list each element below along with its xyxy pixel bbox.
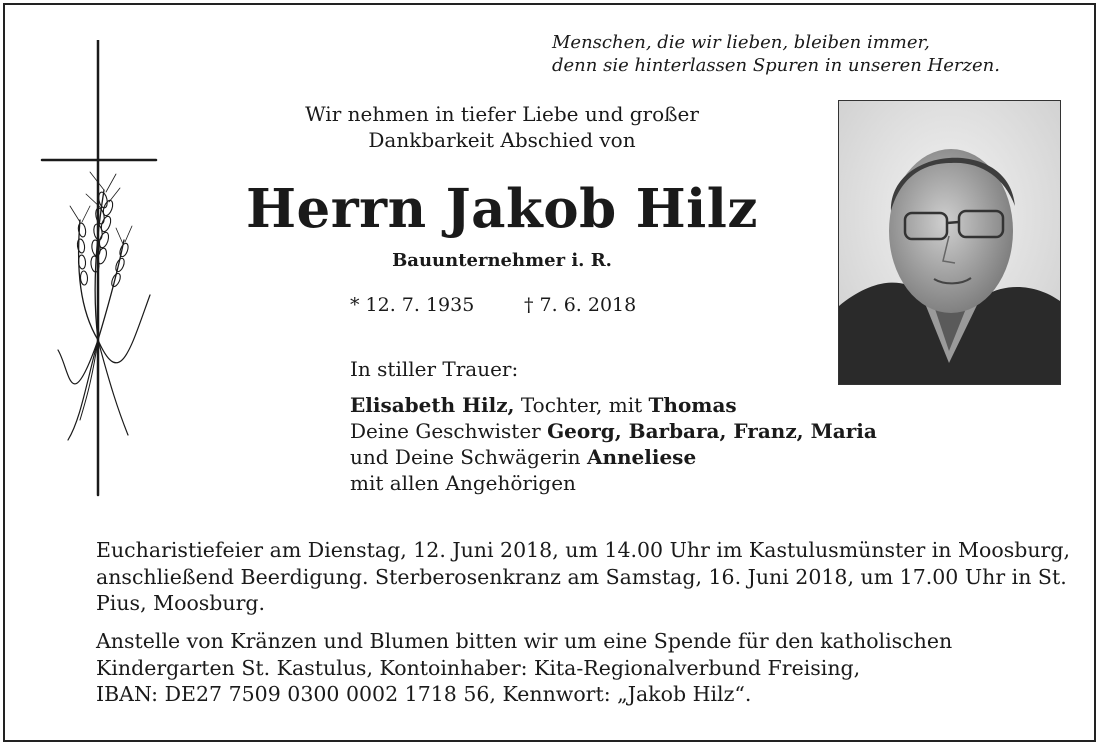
motto-line-2: denn sie hinterlassen Spuren in unseren Herzen.: [552, 55, 1000, 76]
death-date: † 7. 6. 2018: [524, 294, 637, 316]
service-info: Eucharistiefeier am Dienstag, 12. Juni 2018, um 14.00 Uhr im Kastulusmünster in Moosburg, anschließend Beerdigung. Sterberosenkranz am Samstag, 16. Juni 2018, um 17.00 Uhr in St. Pius, Moosburg.: [96, 538, 1070, 615]
intro-text: [252, 101, 752, 153]
mourner-name: Thomas: [648, 393, 737, 417]
donation-info: [96, 628, 1076, 708]
intro-line-1: Wir nehmen in tiefer Liebe und großer: [305, 102, 699, 126]
mourner-line-3: [350, 444, 877, 470]
mourner-line-4: mit allen Angehörigen: [350, 471, 576, 495]
cross-with-wheat-icon: [40, 40, 160, 500]
mourner-line-2: [350, 418, 877, 444]
motto-line-1: Menschen, die wir lieben, bleiben immer,: [552, 32, 930, 53]
intro-line-2: Dankbarkeit Abschied von: [368, 128, 636, 152]
mourners-list: [350, 392, 877, 496]
mourner-relation: Deine Geschwister: [350, 419, 541, 443]
portrait-photo: [838, 100, 1061, 385]
mourner-name: Georg, Barbara, Franz, Maria: [547, 419, 877, 443]
mourner-name: Anneliese: [586, 445, 697, 469]
donation-line-3: IBAN: DE27 7509 0300 0002 1718 56, Kennwort: „Jakob Hilz“.: [96, 682, 752, 706]
motto-quote: [552, 31, 1000, 77]
mourner-relation: Tochter, mit: [520, 393, 643, 417]
birth-date: * 12. 7. 1935: [350, 294, 475, 316]
donation-line-2: Kindergarten St. Kastulus, Kontoinhaber: Kita-Regionalverbund Freising,: [96, 655, 861, 680]
deceased-profession: Bauunternehmer i. R.: [392, 250, 612, 271]
deceased-name: Herrn Jakob Hilz: [245, 178, 759, 240]
mourner-name: Elisabeth Hilz,: [350, 393, 515, 417]
mourning-label: In stiller Trauer:: [350, 357, 519, 381]
donation-line-1: Anstelle von Kränzen und Blumen bitten wir um eine Spende für den katholischen: [96, 629, 953, 653]
mourner-line-1: [350, 392, 877, 418]
mourner-relation: und Deine Schwägerin: [350, 445, 581, 469]
portrait-image: [839, 101, 1060, 384]
